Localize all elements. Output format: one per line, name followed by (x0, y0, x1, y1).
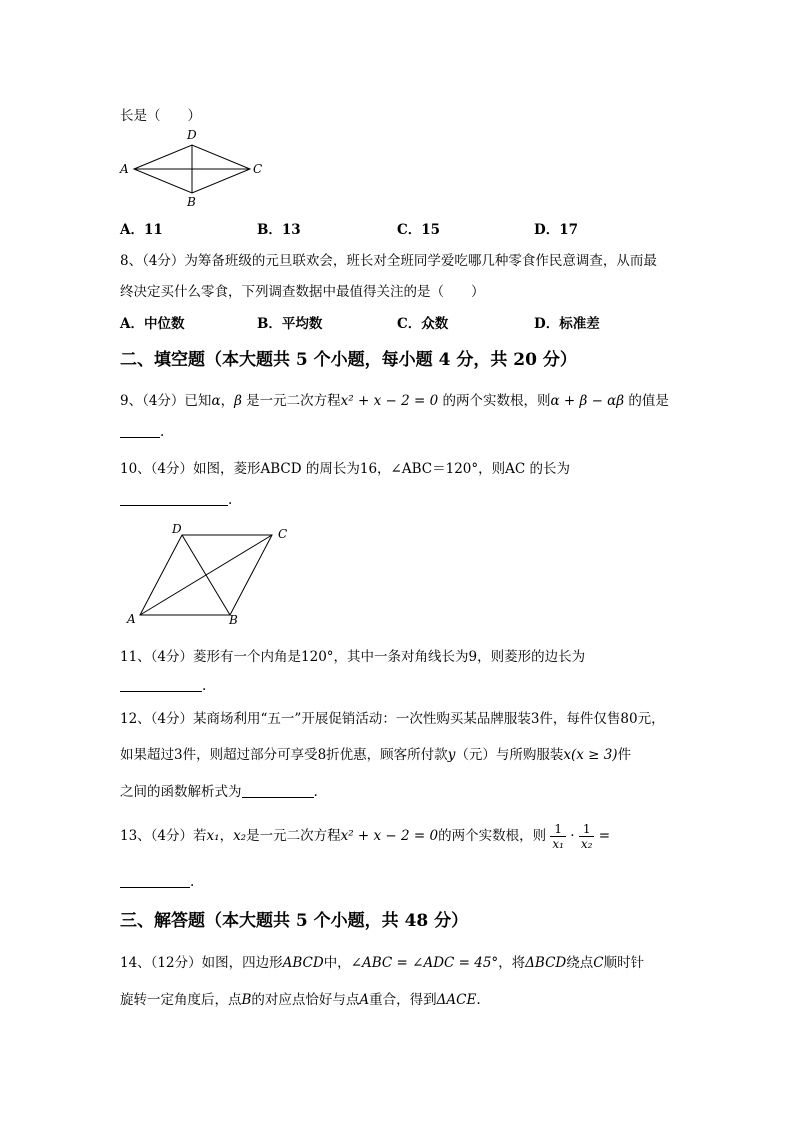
q12-line1: 12、（4分）某商场利用“五一”开展促销活动：一次性购买某品牌服装3件，每件仅售80元， (120, 711, 665, 727)
q13-fraction-2: $\frac{1}{\text{x₂}}$ (580, 822, 593, 851)
q7-label-a: A (120, 162, 129, 176)
q10-label-a: A (127, 612, 136, 626)
q13-text: 13、（4分）若x₁，x₂是一元二次方程x² + x − 2 = 0的两个实数根，则 $\frac{1}{\text{x₁}}$ · $\frac{1}{\text{x₂}}$ = (120, 822, 611, 851)
q9-answer-blank[interactable] (120, 425, 160, 438)
q10-text: 10、（4分）如图，菱形ABCD 的周长为16，∠ABC＝120°，则AC 的长为 (120, 461, 571, 477)
q9-text: 9、（4分）已知α，β 是一元二次方程x² + x − 2 = 0 的两个实数根，则α + β − αβ 的值是 (120, 393, 669, 409)
q12-line2: 如果超过3件，则超过部分可享受8折优惠，顾客所付款y（元）与所购服装x(x ≥ 3)件 (120, 747, 632, 763)
q13-answer-line: . (120, 874, 194, 890)
q7-tail-text: 长是（ ） (120, 108, 201, 124)
q7-option-a: A．11 (120, 222, 163, 238)
section-2-heading: 二、填空题（本大题共 5 个小题，每小题 4 分，共 20 分） (120, 350, 577, 370)
q8-option-b: B．平均数 (257, 316, 323, 332)
q8-line1: 8、（4分）为筹备班级的元旦联欢会，班长对全班同学爱吃哪几种零食作民意调查，从而最 (120, 253, 657, 269)
q8-option-a: A．中位数 (120, 316, 185, 332)
q7-option-d: D．17 (534, 222, 578, 238)
q7-label-b: B (187, 195, 196, 207)
q14-line1: 14、（12分）如图，四边形ABCD中，∠ABC = ∠ADC = 45°，将ΔBCD绕点C顺时针 (120, 955, 645, 971)
q8-option-d: D．标准差 (534, 316, 600, 332)
q10-label-b: B (229, 613, 238, 627)
q8-line2: 终决定买什么零食，下列调查数据中最值得关注的是（ ） (120, 284, 485, 300)
q9-answer-line: . (120, 424, 164, 440)
q7-rhombus-figure (118, 127, 278, 207)
q11-answer-line: . (120, 678, 206, 694)
q10-answer-blank[interactable] (120, 493, 228, 506)
q14-line2: 旋转一定角度后，点B的对应点恰好与点A重合，得到ΔACE. (120, 992, 481, 1008)
q10-rhombus-figure (122, 520, 302, 630)
q12-line3: 之间的函数解析式为 . (120, 784, 318, 800)
q11-text: 11、（4分）菱形有一个内角是120°，其中一条对角线长为9，则菱形的边长为 (120, 649, 586, 665)
q13-answer-blank[interactable] (120, 875, 190, 888)
q11-answer-blank[interactable] (120, 679, 202, 692)
q10-answer-line: . (120, 492, 232, 508)
q7-label-d: D (187, 128, 197, 142)
q7-option-b: B．13 (257, 222, 301, 238)
q12-answer-blank[interactable] (242, 785, 314, 798)
q7-label-c: C (253, 162, 263, 176)
q7-option-c: C．15 (397, 222, 441, 238)
q13-fraction-1: $\frac{1}{\text{x₁}}$ (552, 822, 564, 851)
q10-label-d: D (172, 522, 182, 536)
section-3-heading: 三、解答题（本大题共 5 个小题，共 48 分） (120, 911, 469, 931)
q8-option-c: C．众数 (397, 316, 449, 332)
q10-label-c: C (278, 527, 288, 541)
